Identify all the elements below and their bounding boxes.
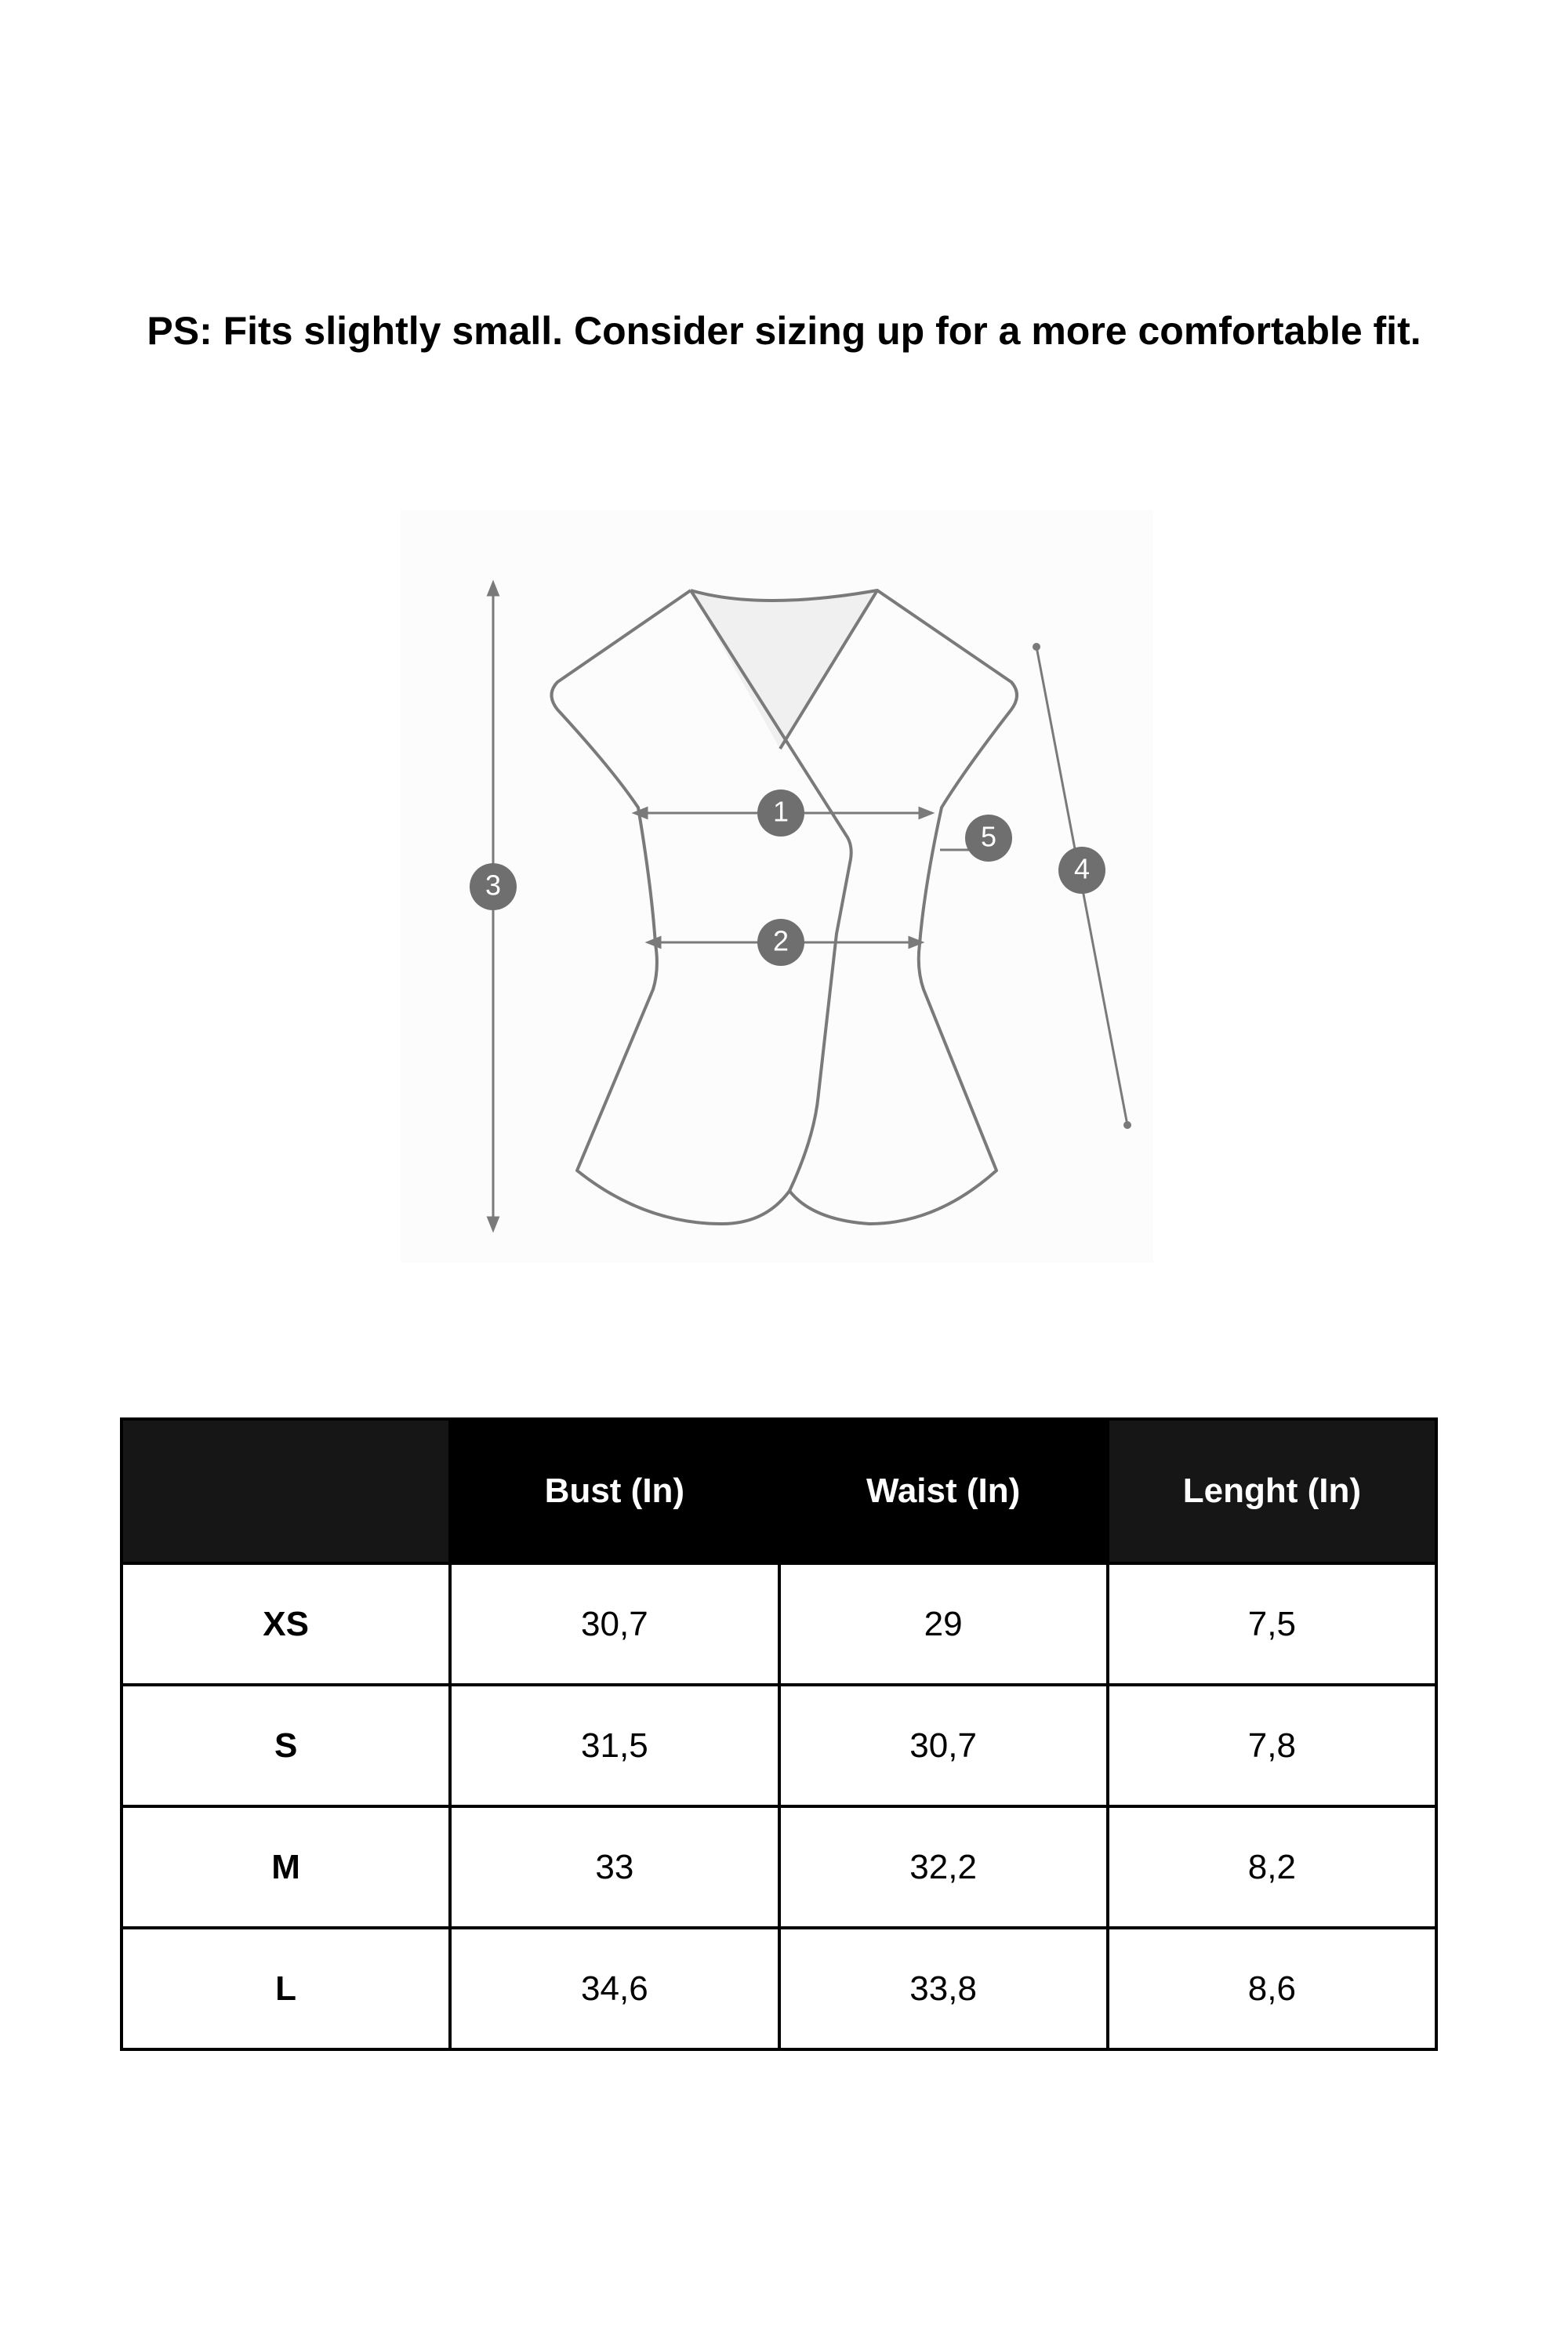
size-cell: M (122, 1806, 450, 1928)
bust-cell: 30,7 (450, 1563, 779, 1685)
size-cell: L (122, 1928, 450, 2049)
header-size (122, 1419, 450, 1563)
header-waist: Waist (In) (779, 1419, 1108, 1563)
header-bust: Bust (In) (450, 1419, 779, 1563)
bust-cell: 31,5 (450, 1685, 779, 1806)
size-cell: XS (122, 1563, 450, 1685)
vest-diagram-svg (401, 510, 1153, 1263)
fit-note: PS: Fits slightly small. Consider sizing up for a more comfortable fit. (147, 309, 1421, 353)
size-cell: S (122, 1685, 450, 1806)
svg-text:5: 5 (980, 820, 997, 853)
size-chart-table (120, 1417, 1438, 2051)
waist-cell: 32,2 (779, 1806, 1108, 1928)
waist-cell: 29 (779, 1563, 1108, 1685)
table-header-row (122, 1419, 1436, 1563)
svg-text:3: 3 (485, 869, 502, 902)
marker-2 (757, 919, 804, 966)
marker-5 (965, 815, 1012, 862)
side-measure-start (1033, 643, 1040, 651)
bust-cell: 33 (450, 1806, 779, 1928)
svg-text:4: 4 (1073, 852, 1091, 885)
waist-cell: 33,8 (779, 1928, 1108, 2049)
svg-text:2: 2 (772, 924, 789, 957)
marker-4 (1058, 847, 1105, 894)
length-cell: 8,6 (1108, 1928, 1436, 2049)
svg-text:1: 1 (772, 795, 789, 828)
table-row (122, 1806, 1436, 1928)
table-row (122, 1563, 1436, 1685)
bust-cell: 34,6 (450, 1928, 779, 2049)
garment-measurement-diagram (401, 510, 1153, 1263)
table-row (122, 1928, 1436, 2049)
marker-1 (757, 789, 804, 837)
neckline-fill (691, 590, 877, 749)
marker-3 (470, 863, 517, 910)
header-length: Lenght (In) (1108, 1419, 1436, 1563)
length-cell: 7,8 (1108, 1685, 1436, 1806)
waist-cell: 30,7 (779, 1685, 1108, 1806)
table-row (122, 1685, 1436, 1806)
length-cell: 8,2 (1108, 1806, 1436, 1928)
length-cell: 7,5 (1108, 1563, 1436, 1685)
side-measure-end (1123, 1121, 1131, 1129)
